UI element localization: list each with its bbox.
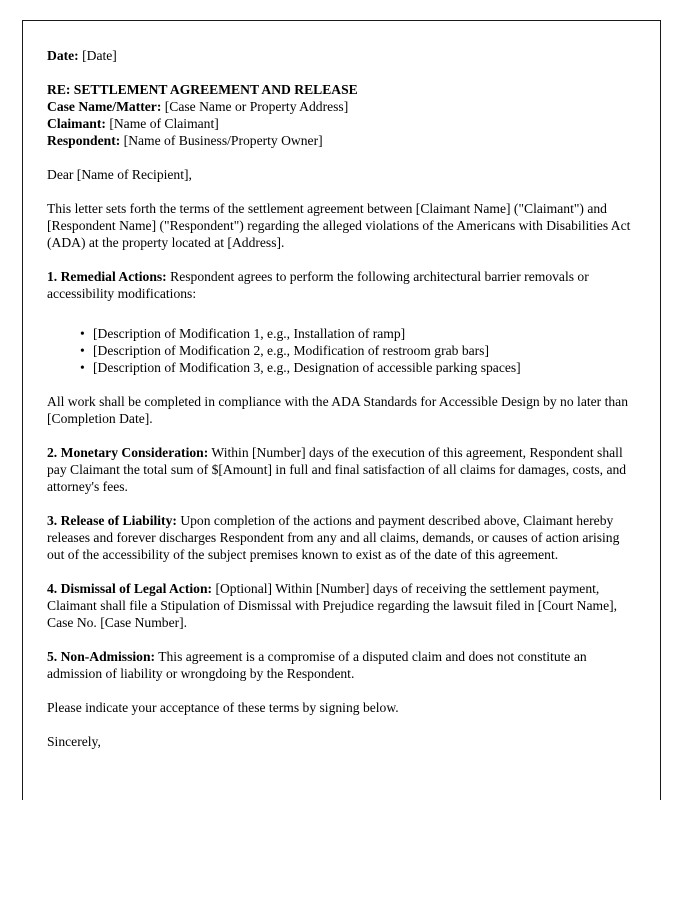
respondent-label: Respondent: [47, 133, 121, 149]
list-item-text: [Description of Modification 1, e.g., Installation of ramp] [93, 325, 406, 341]
re-line [47, 81, 634, 98]
letter-header-block [47, 81, 634, 150]
document-page [22, 20, 661, 800]
list-item-text: [Description of Modification 2, e.g., Modification of restroom grab bars] [93, 342, 490, 358]
section-1-number: 1. [47, 268, 58, 284]
section-4-number: 4. [47, 580, 58, 596]
section-2-heading: Monetary Consideration: [60, 444, 209, 460]
section-1 [47, 268, 634, 302]
section-5 [47, 648, 634, 682]
salutation: Dear [Name of Recipient], [47, 167, 192, 183]
intro-paragraph: This letter sets forth the terms of the settlement agreement between [Claimant Name] ("Claimant") and [Respondent Name] ("Respondent") regarding the alleged violations of the Americans with Disabilities Act (ADA) at the property located at [Address]. [47, 200, 631, 251]
claimant-label: Claimant: [47, 116, 106, 132]
section-2-number: 2. [47, 444, 58, 460]
section-4 [47, 580, 634, 632]
list-item [93, 359, 634, 376]
list-item-text: [Description of Modification 3, e.g., Designation of accessible parking spaces] [93, 360, 521, 376]
section-3-number: 3. [47, 512, 58, 528]
case-name-line [47, 98, 634, 115]
section-1-heading: Remedial Actions: [60, 268, 167, 284]
case-name-label: Case Name/Matter: [47, 98, 162, 114]
section-4-body: [Optional] Within [Number] days of receiving the settlement payment, Claimant shall file a Stipulation of Dismissal with Prejudice regarding the lawsuit filed in [Court Name], Case No. [Case Number]. [47, 580, 618, 631]
date-value: [Date] [82, 48, 117, 63]
claimant-line [47, 115, 634, 132]
section-2 [47, 444, 634, 496]
date-line [47, 47, 634, 64]
section-3-body: Upon completion of the actions and payment described above, Claimant hereby releases and forever discharges Respondent from any and all claims, demands, or causes of action arising out of the accessibility of the subject premises known to exist as of the date of this agreement. [47, 512, 620, 563]
list-item [93, 342, 634, 359]
section-1-body: Respondent agrees to perform the following architectural barrier removals or accessibility modifications: [47, 268, 589, 302]
section-5-heading: Non-Admission: [60, 649, 156, 665]
section-1-closing-note: All work shall be completed in compliance with the ADA Standards for Accessible Design by no later than [Completion Date]. [47, 393, 628, 427]
section-4-heading: Dismissal of Legal Action: [60, 580, 213, 596]
section-5-number: 5. [47, 649, 58, 665]
section-3 [47, 512, 634, 564]
case-name-value: [Case Name or Property Address] [164, 98, 349, 114]
section-3-heading: Release of Liability: [60, 512, 177, 528]
claimant-value: [Name of Claimant] [109, 116, 219, 132]
document-body [23, 21, 660, 750]
date-label: Date: [47, 48, 79, 63]
acceptance-note: Please indicate your acceptance of these terms by signing below. [47, 699, 399, 715]
closing-line: Sincerely, [47, 733, 101, 749]
section-2-body: Within [Number] days of the execution of this agreement, Respondent shall pay Claimant the total sum of $[Amount] in full and final satisfaction of all claims for damages, costs, and attorney's fees. [47, 444, 627, 495]
section-5-body: This agreement is a compromise of a disputed claim and does not constitute an admission of liability or wrongdoing by the Respondent. [47, 649, 587, 682]
respondent-value: [Name of Business/Property Owner] [123, 133, 323, 149]
re-label: RE: SETTLEMENT AGREEMENT AND RELEASE [47, 81, 358, 97]
list-item [93, 325, 634, 342]
modification-list [47, 325, 634, 377]
respondent-line [47, 132, 634, 149]
